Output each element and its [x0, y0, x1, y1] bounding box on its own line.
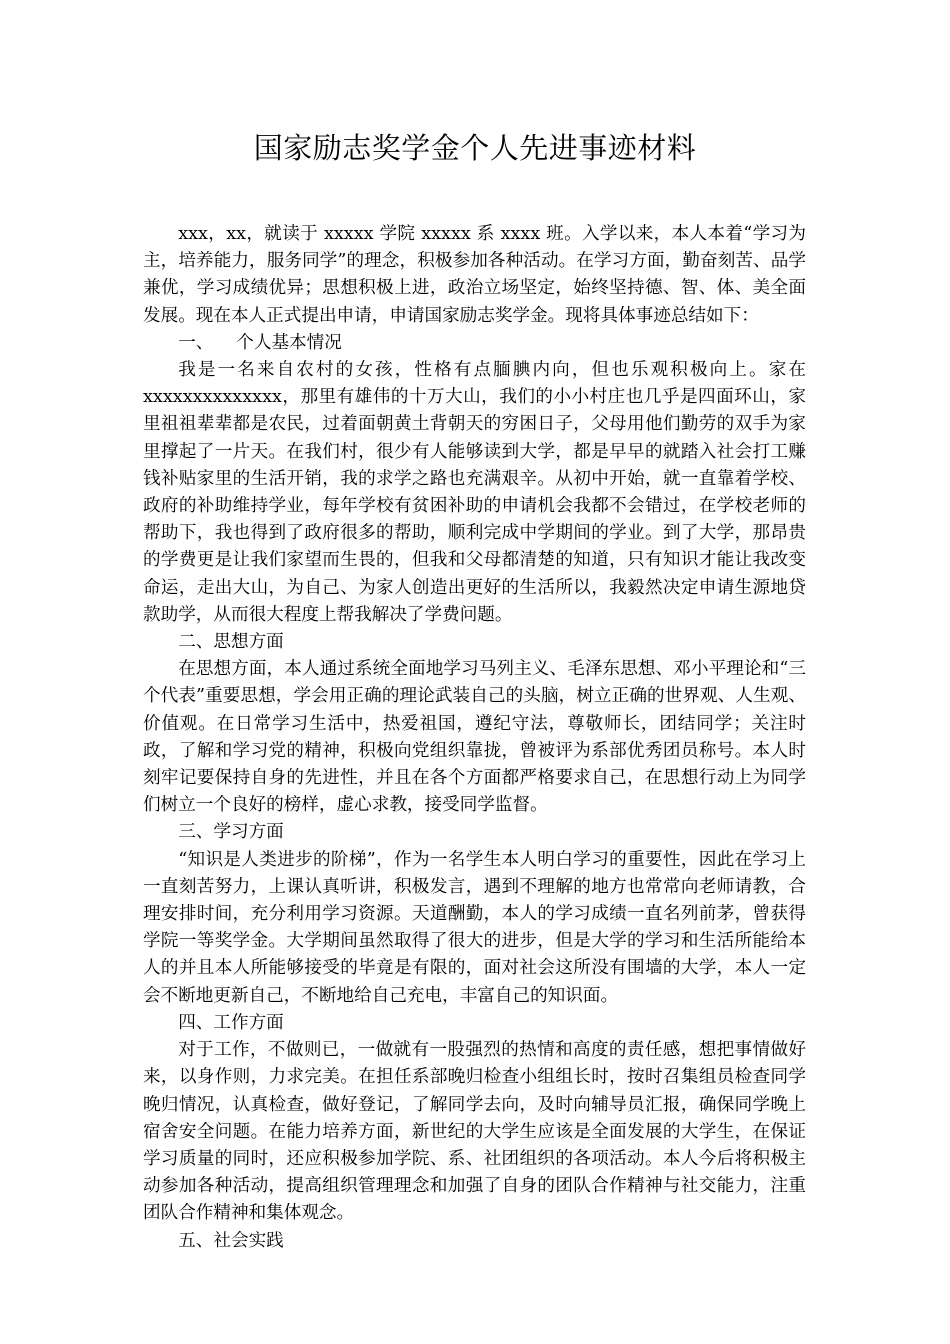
section-number-5: 五、	[178, 1230, 214, 1251]
section-paragraph-1: 我是一名来自农村的女孩，性格有点腼腆内向，但也乐观积极向上。家在xxxxxxxxxxxxxx，那里有雄伟的十万大山，我们的小小村庄也几乎是四面环山，家里祖祖辈辈都是农民，过着面朝黄土背朝天的穷困日子，父母用他们勤劳的双手为家里撑起了一片天。在我们村，很少有人能够读到大学，都是早早的就踏入社会打工赚钱补贴家里的生活开销，我的求学之路也充满艰辛。从初中开始，就一直靠着学校、政府的补助维持学业，每年学校有贫困补助的申请机会我都不会错过，在学校老师的帮助下，我也得到了政府很多的帮助，顺利完成中学期间的学业。到了大学，那昂贵的学费更是让我们家望而生畏的，但我和父母都清楚的知道，只有知识才能让我改变命运，走出大山，为自己、为家人创造出更好的生活所以，我毅然决定申请生源地贷款助学，从而很大程度上帮我解决了学费问题。	[143, 360, 806, 625]
section-paragraph-4: 对于工作，不做则已，一做就有一股强烈的热情和高度的责任感，想把事情做好来，以身作则，力求完美。在担任系部晚归检查小组组长时，按时召集组员检查同学晚归情况，认真检查，做好登记，了解同学去向，及时向辅导员汇报，确保同学晚上宿舍安全问题。在能力培养方面，新世纪的大学生应该是全面发展的大学生，在保证学习质量的同时，还应积极参加学院、系、社团组织的各项活动。本人今后将积极主动参加各种活动，提高组织管理理念和加强了自身的团队合作精神与社交能力，注重团队合作精神和集体观念。	[143, 1040, 806, 1224]
section-number-4: 四、	[178, 1012, 214, 1033]
section-heading-1	[143, 330, 806, 357]
section-number-3: 三、	[178, 822, 214, 843]
section-paragraph-2: 在思想方面，本人通过系统全面地学习马列主义、毛泽东思想、邓小平理论和“三个代表”重要思想，学会用正确的理论武装自己的头脑，树立正确的世界观、人生观、价值观。在日常学习生活中，热爱祖国，遵纪守法，尊敬师长，团结同学；关注时政，了解和学习党的精神，积极向党组织靠拢，曾被评为系部优秀团员称号。本人时刻牢记要保持自身的先进性，并且在各个方面都严格要求自己，在思想行动上为同学们树立一个良好的榜样，虚心求教，接受同学监督。	[143, 659, 806, 816]
intro-paragraph: xxx，xx，就读于 xxxxx 学院 xxxxx 系 xxxx 班。入学以来，本人本着“学习为主，培养能力，服务同学”的理念，积极参加各种活动。在学习方面，勤奋刻苦、品学兼优，学习成绩优异；思想积极上进，政治立场坚定，始终坚持德、智、体、美全面发展。现在本人正式提出申请，申请国家励志奖学金。现将具体事迹总结如下：	[143, 224, 806, 326]
section-number-1: 一、	[178, 332, 214, 353]
section-heading-4	[143, 1010, 806, 1037]
section-number-2: 二、	[178, 632, 214, 653]
section-heading-3	[143, 819, 806, 846]
section-title-5: 社会实践	[213, 1230, 284, 1251]
document-title: 国家励志奖学金个人先进事迹材料	[253, 131, 697, 165]
section-title-1: 个人基本情况	[236, 332, 342, 353]
document-body	[143, 221, 806, 1255]
section-paragraph-3: “知识是人类进步的阶梯”，作为一名学生本人明白学习的重要性，因此在学习上一直刻苦努力，上课认真听讲，积极发言，遇到不理解的地方也常常向老师请教，合理安排时间，充分利用学习资源。天道酬勤，本人的学习成绩一直名列前茅，曾获得学院一等奖学金。大学期间虽然取得了很大的进步，但是大学的学习和生活所能给本人的并且本人所能够接受的毕竟是有限的，面对社会这所没有围墙的大学，本人一定会不断地更新自己，不断地给自己充电，丰富自己的知识面。	[143, 849, 806, 1006]
section-heading-5	[143, 1228, 806, 1255]
section-title-2: 思想方面	[213, 632, 284, 653]
section-title-4: 工作方面	[213, 1012, 284, 1033]
section-title-3: 学习方面	[213, 822, 284, 843]
section-heading-2	[143, 629, 806, 656]
